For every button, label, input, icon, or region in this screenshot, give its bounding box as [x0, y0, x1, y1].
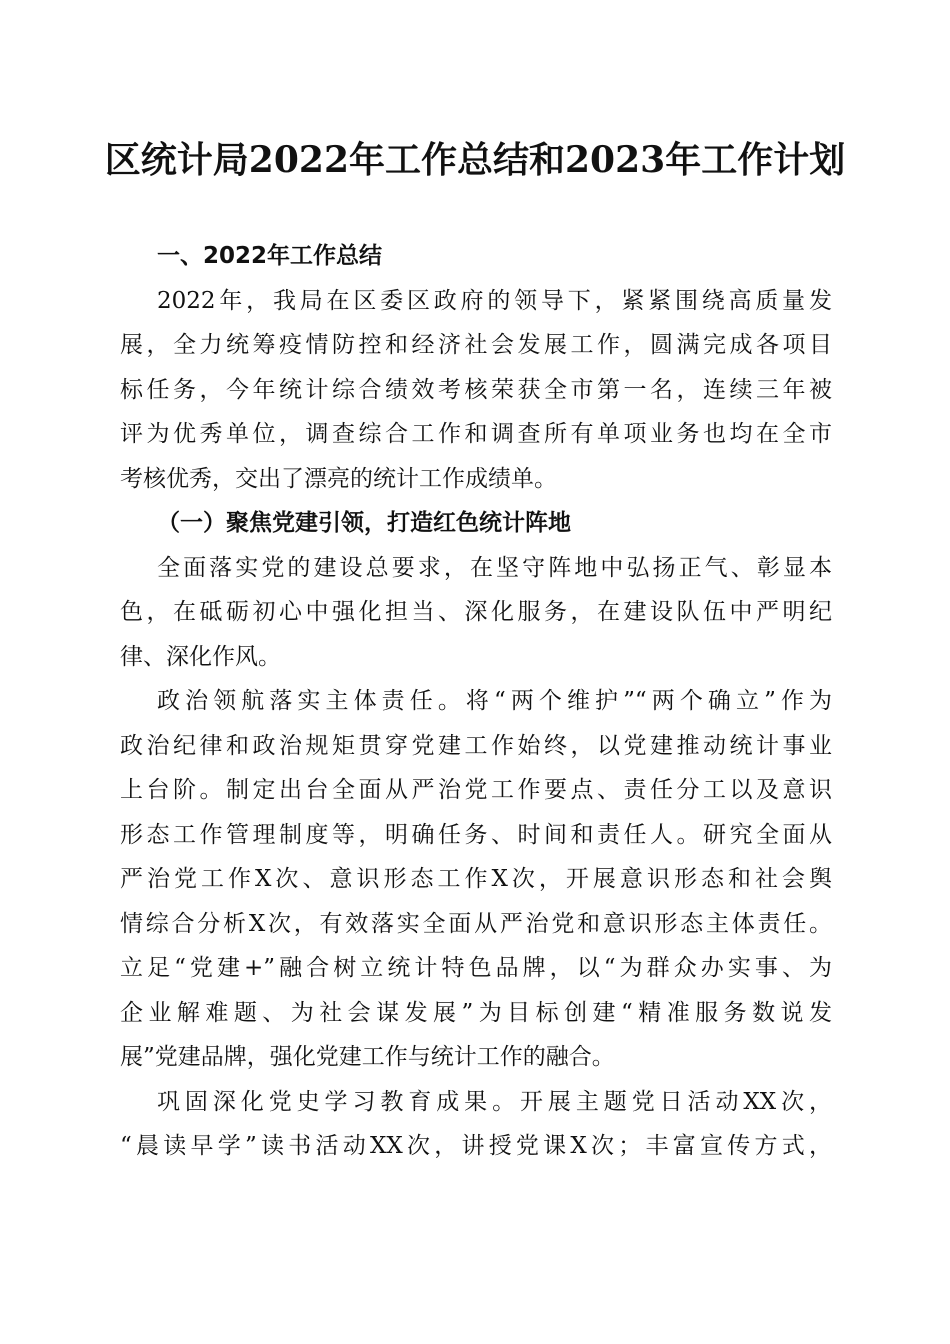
paragraph-line: 立足“党建+”融合树立统计特色品牌，以“为群众办实事、为 — [120, 955, 832, 981]
paragraph-line: 政治纪律和政治规矩贯穿党建工作始终，以党建推动统计事业 — [120, 732, 832, 759]
paragraph-line: 色，在砥砺初心中强化担当、深化服务，在建设队伍中严明纪 — [120, 599, 832, 625]
paragraph-line: 标任务，今年统计综合绩效考核荣获全市第一名，连续三年被 — [120, 376, 832, 403]
paragraph-line: “晨读早学”读书活动XX次，讲授党课X次；丰富宣传方式， — [120, 1133, 832, 1159]
paragraph-line: 展”党建品牌，强化党建工作与统计工作的融合。 — [120, 1044, 615, 1070]
section-heading: 一、2022年工作总结 — [157, 243, 383, 269]
paragraph-line: 政治领航落实主体责任。将“两个维护”“两个确立”作为 — [157, 688, 832, 714]
paragraph-line: 企业解难题、为社会谋发展”为目标创建“精准服务数说发 — [120, 999, 832, 1026]
paragraph-line: 律、深化作风。 — [120, 643, 281, 670]
paragraph-line: 上台阶。制定出台全面从严治党工作要点、责任分工以及意识 — [120, 777, 832, 803]
paragraph-line: 巩固深化党史学习教育成果。开展主题党日活动XX次， — [157, 1088, 832, 1115]
paragraph-line: 考核优秀，交出了漂亮的统计工作成绩单。 — [120, 465, 557, 492]
paragraph-line: 严治党工作X次、意识形态工作X次，开展意识形态和社会舆 — [120, 866, 832, 892]
paragraph-line: 展，全力统筹疫情防控和经济社会发展工作，圆满完成各项目 — [120, 332, 832, 358]
paragraph-line: 全面落实党的建设总要求，在坚守阵地中弘扬正气、彰显本 — [157, 554, 832, 581]
subsection-heading: （一）聚焦党建引领，打造红色统计阵地 — [157, 509, 571, 536]
paragraph-line: 形态工作管理制度等，明确任务、时间和责任人。研究全面从 — [120, 821, 832, 848]
paragraph-line: 评为优秀单位，调查综合工作和调查所有单项业务也均在全市 — [120, 421, 832, 447]
document-body — [120, 234, 832, 1169]
document-title: 区统计局2022年工作总结和2023年工作计划 — [104, 139, 846, 181]
paragraph-line: 2022年，我局在区委区政府的领导下，紧紧围绕高质量发 — [157, 287, 832, 314]
paragraph-line: 情综合分析X次，有效落实全面从严治党和意识形态主体责任。 — [120, 910, 832, 937]
